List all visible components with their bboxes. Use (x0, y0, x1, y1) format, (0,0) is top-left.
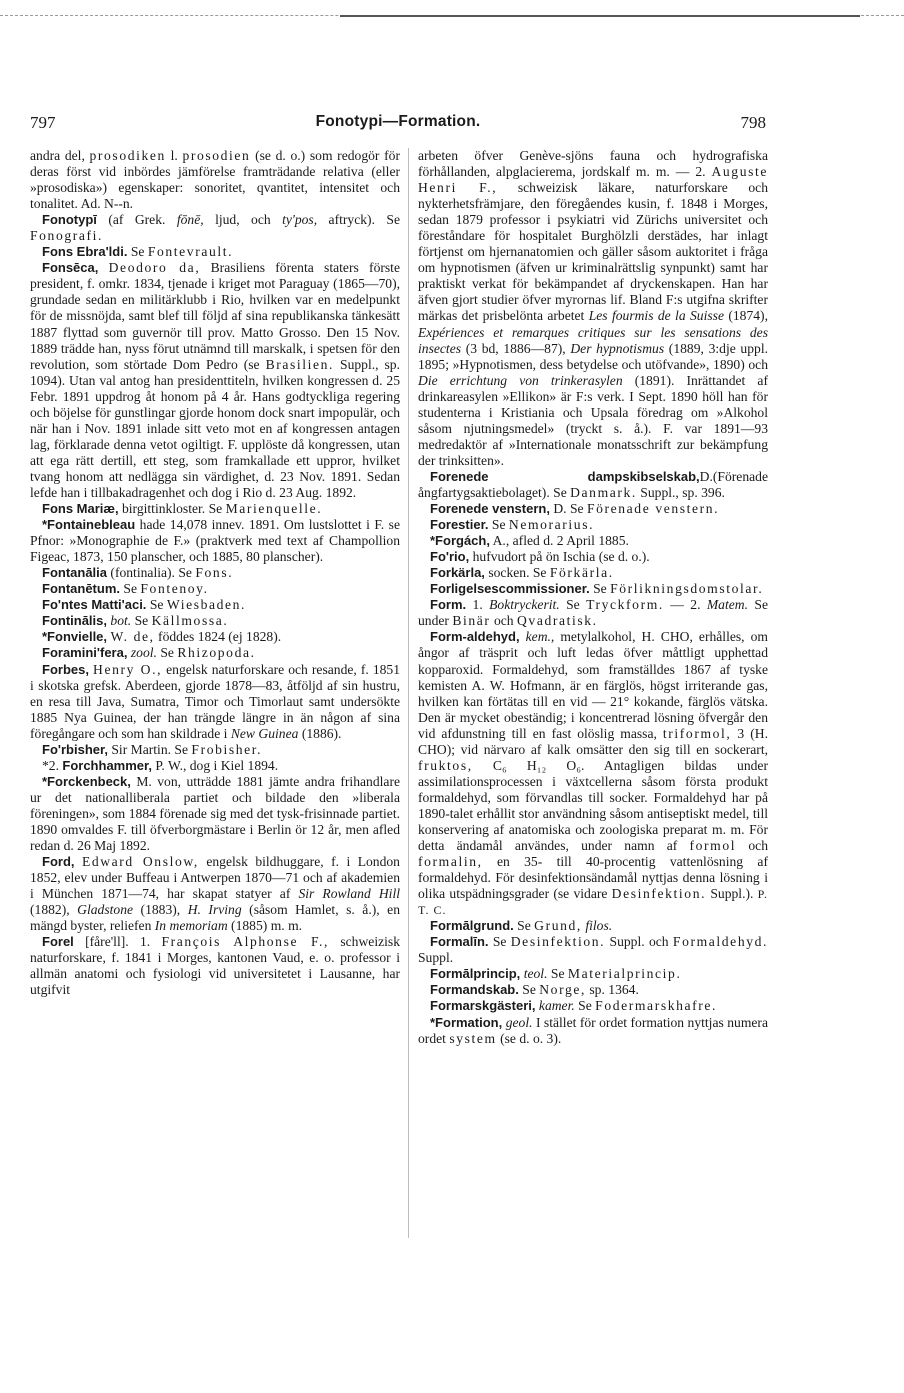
entry-text: [fåre'll]. 1. (73, 934, 162, 950)
entry-text: ljud, och (203, 212, 283, 228)
spaced-reference: Förlikningsdomstolar. (610, 581, 764, 597)
dictionary-entry (30, 613, 400, 629)
entry-text: Se (488, 517, 509, 533)
author-signature: P. T. C. (418, 887, 768, 918)
italic-term: Matem. (706, 597, 749, 613)
italic-term: Sir Rowland Hill (298, 886, 400, 902)
spaced-reference: formalin, (418, 854, 483, 870)
dictionary-entry (418, 501, 768, 517)
entry-text: Se (127, 244, 148, 260)
entry-text: Suppl.). (706, 886, 758, 902)
entry-text: socken. Se (484, 565, 550, 581)
top-border-mark (340, 15, 860, 17)
entry-headword: Formālprincip, (430, 966, 521, 982)
entry-text: Se (518, 982, 540, 998)
entry-text (98, 260, 108, 275)
dictionary-entry (30, 854, 400, 934)
entry-text: (1882), (30, 902, 78, 918)
entry-text: Suppl., sp. 396. (636, 484, 725, 500)
entry-headword: *Fontainebleau (42, 517, 136, 533)
dictionary-entry (30, 742, 400, 758)
entry-text: andra del, (30, 148, 90, 163)
entry-text: (af Grek. (96, 212, 177, 228)
entry-text: schweizisk naturforskare, f. 1841 i Morges, kantonen Vaud, e. o. professor i allmän anatomi och fysiologi vid universitetet i Lausanne, har utgifvit (30, 934, 400, 998)
dictionary-entry (30, 581, 400, 597)
italic-term: filos. (585, 918, 613, 934)
spaced-reference: triformol, (662, 725, 732, 741)
dictionary-entry (418, 549, 768, 565)
entry-text: en 35- till 40-procentig vattenlösning af formaldehyd. För desinfektionsändamål nyttjas denna lösning i olika utspädningsgrader (se vidare (418, 854, 768, 902)
spaced-reference: Brasilien. (265, 356, 335, 372)
dictionary-entry (30, 629, 400, 645)
spaced-reference: Wiesbaden. (166, 597, 247, 613)
dictionary-entry (418, 517, 768, 533)
entry-headword: *Formation, (430, 1014, 503, 1030)
spaced-reference: Desinfektion. (510, 934, 606, 950)
entry-text: Se under (418, 597, 769, 629)
entry-text: I stället för ordet formation nyttjas numera ordet (418, 1014, 768, 1046)
dictionary-entry (418, 533, 768, 549)
dictionary-entry (418, 1015, 768, 1047)
entry-headword: Fons Ebra'ldi. (42, 244, 128, 260)
entry-headword: Forel (42, 934, 74, 950)
entry-text: Se (131, 613, 152, 629)
entry-text: (se d. o.) som redogör för deras först vid inbördes jämförelse framträdande relativa (eller »prosodiska») egenskaper: sonoritet, qvantitet, intensitet och tonalitet. Ad. N--n. (30, 148, 400, 212)
entry-text: birgittinkloster. Se (118, 501, 226, 517)
entry-headword: Fo'rio, (430, 549, 470, 565)
spaced-reference: Frobisher. (191, 741, 263, 757)
spaced-reference: Materialprincip. (567, 966, 682, 982)
entry-headword: *Forckenbeck, (42, 773, 131, 789)
italic-term: ty'pos, (282, 212, 318, 228)
column-divider (408, 148, 409, 1238)
entry-headword: Forestier. (430, 517, 489, 533)
dictionary-entry (30, 517, 400, 565)
italic-term: kem., (525, 629, 555, 645)
spaced-reference: formol (689, 838, 737, 854)
entry-text: (1874), (723, 308, 768, 324)
entry-text: Se (120, 581, 141, 597)
entry-text: l. (165, 148, 183, 163)
dictionary-entry (30, 260, 400, 501)
spaced-reference: Tryckform. (586, 597, 664, 613)
italic-term: teol. (523, 966, 548, 982)
spaced-reference: Desinfektion. (611, 886, 707, 902)
entry-text: P. W., dog i Kiel 1894. (151, 757, 279, 773)
dictionary-entry (418, 918, 768, 934)
spaced-reference: Förkärla. (549, 565, 614, 581)
dictionary-entry (30, 774, 400, 854)
dictionary-entry (30, 758, 400, 774)
spaced-reference: Formaldehyd. (672, 934, 769, 950)
entry-headword: Formandskab. (430, 982, 519, 998)
entry-headword: Fo'rbisher, (42, 741, 108, 757)
entry-text: (fontinalia). Se (107, 565, 196, 581)
entry-text: M. von, utträdde 1881 jämte andra frihandlare ur det nationalliberala partiet och bildade den »liberala föreningen», som 1884 förenade sig med det tysk-frisinnade partiet. 1890 omvaldes F. till öfverborgmästare i Berlin ör 12 år, men afled redan d. 26 Maj 1892. (30, 773, 400, 854)
spaced-reference: prosodiken (89, 148, 166, 163)
entry-text: (1883), (133, 902, 188, 918)
dictionary-entry (30, 934, 400, 998)
entry-text: — 2. (663, 597, 707, 613)
italic-term: H. Irving (187, 902, 242, 918)
entry-headword: Forenede dampskibselskab, (430, 468, 700, 484)
entry-text: Se (488, 934, 511, 950)
spaced-reference: prosodien (182, 148, 251, 163)
entry-text: (se d. o. 3). (496, 1030, 562, 1046)
entry-text: engelsk bildhuggare, f. i London 1852, elev under Buffeau i Antwerpen 1870—71 och af akademien i München 1871—74, har skapat statyer af (30, 854, 400, 902)
entry-text: och (490, 613, 517, 629)
entry-headword: Forkärla, (430, 565, 485, 581)
entry-text: schweizisk läkare, naturforskare och nykterhetsfrämjare, den föregåendes kusin, f. 1848 i Morges, sedan 1879 professor i psykiatri vid Zürichs universitet och föreståndare för hospitalet Burghölzli derstädes, har inlagt förtjenst om hjernanatomien och gäller såsom auktoritet i fråga om hypnotismen (äfven ur kriminalrättslig synpunkt) samt har praktiskt verkat för bekämpandet af dryckenskapen. Han har äfven gjort studier öfver myrornas lif. Bland F:s utgifna skrifter märkas det prisbelönta arbetet (418, 180, 768, 324)
running-title: Fonotypi—Formation. (315, 113, 481, 130)
entry-headword: Fontanālia (42, 565, 108, 581)
entry-text: föddes 1824 (ej 1828). (154, 629, 282, 645)
entry-text: D. Se (549, 501, 587, 517)
entry-headword: Ford, (42, 854, 75, 870)
spaced-reference: Deodoro da, (108, 260, 201, 276)
entry-headword: Fonotypī (42, 212, 97, 228)
entry-headword: Formalīn. (430, 934, 489, 950)
entry-headword: Formarskgästeri, (430, 998, 536, 1014)
spaced-reference: fruktos, (418, 757, 473, 773)
entry-text: *2. (42, 757, 63, 773)
entry-headword: Forchhammer, (62, 757, 152, 773)
dictionary-entry (30, 565, 400, 581)
spaced-reference: Rhizopoda. (177, 645, 256, 661)
dictionary-entry (30, 244, 400, 260)
dictionary-entry (418, 629, 768, 918)
entry-text: Se (146, 597, 167, 613)
spaced-reference: Marienquelle. (225, 501, 323, 517)
dictionary-entry (418, 581, 768, 597)
dictionary-entry (418, 597, 768, 629)
italic-term: Expériences et remarques critiques sur les sensations des insectes (418, 324, 768, 356)
spaced-reference: Förenade venstern. (586, 501, 720, 517)
entry-text: Suppl. och (605, 934, 673, 950)
entry-text: arbeten öfver Genève-sjöns fauna och hydrografiska förhållanden, alpglacierema, jordskalf m. m. — 2. (418, 148, 768, 180)
page-header (30, 113, 766, 135)
entry-text: 1. (466, 597, 490, 613)
spaced-reference: Auguste Henri F., (418, 164, 768, 196)
page-number-left: 797 (30, 113, 56, 132)
dictionary-entry (30, 662, 400, 742)
spaced-reference: Nemorarius. (508, 517, 595, 533)
spaced-reference: Fons. (195, 565, 234, 581)
spaced-reference: Fonografi. (30, 228, 104, 244)
entry-text: (1889, 3:dje uppl. 1895; »Hypnotismen, dess betydelse och utöfvande», 1890) och (418, 340, 768, 372)
left-column (30, 148, 400, 998)
entry-text: (1891). Inrättandet af drinkareasylen »Ellikon» är F:s verk. I Sept. 1890 höll han för studenterna i Kristiania och Upsala föredrag om »Alkohol såsom njutningsmedel» (tryckt s. å.). F. var 1891—93 medredaktör af »Internationale monatsschrift zur bekämpfung der trinksitten». (418, 372, 768, 468)
dictionary-entry (30, 645, 400, 661)
entry-headword: Forbes, (42, 661, 89, 677)
entry-text: Se (559, 597, 587, 613)
entry-headword: Foramini'fera, (42, 645, 128, 661)
dictionary-entry (418, 998, 768, 1014)
entry-text (75, 854, 82, 869)
entry-headword: Fonsēca, (42, 260, 99, 276)
italic-term: zool. (130, 645, 157, 661)
entry-headword: *Fonvielle, (42, 629, 108, 645)
spaced-reference: François Alphonse F., (161, 934, 330, 950)
italic-term: New Guinea (230, 725, 299, 741)
entry-text: Se (589, 581, 611, 597)
dictionary-entry (30, 501, 400, 517)
entry-text: Se (513, 918, 535, 934)
entry-headword: Fontinālis, (42, 613, 107, 629)
dictionary-entry (30, 597, 400, 613)
italic-term: bot. (110, 613, 132, 629)
entry-text: Se (574, 998, 596, 1014)
dictionary-entry (30, 148, 400, 212)
italic-term: Gladstone (77, 902, 134, 918)
entry-headword: Forenede venstern, (430, 501, 550, 517)
entry-text: metylalkohol, H. CHO, erhålles, om ångor af träsprit och luft ledas öfver måttligt upphettad kopparoxid. Formaldehyd, som framställdes 1867 af tyske kemisten A. W. Hofmann, är en färglös, högst irriterande gas, hvilken kan förtätas till en vid — 21° kokande, färglös vätska. Den är mycket obeständig; i koncentrerad lösning öfvergår den vid afdunstning till en fast olöslig massa, (418, 629, 768, 741)
entry-headword: Fo'ntes Matti'aci. (42, 597, 147, 613)
italic-term: fōnē, (176, 212, 204, 228)
page-number-right: 798 (740, 113, 766, 132)
dictionary-entry (418, 148, 768, 469)
entry-text: engelsk naturforskare och resande, f. 1851 i skotska grefsk. Aberdeen, gjorde 1878—83, åtföljd af sin hustru, en resa till Java, Sumatra, Timor och Timorlaut samt undersökte 1885 Nya Guinea, der han trängde längre in än någon af sina föregångare och som han skildrade i (30, 661, 401, 741)
spaced-reference: Qvadratisk. (517, 613, 598, 629)
entry-text: Se (547, 966, 568, 982)
spaced-reference: W. de, (110, 629, 155, 645)
entry-text: och (736, 838, 768, 854)
entry-text: Sir Martin. Se (107, 741, 192, 757)
entry-text: A., afled d. 2 April 1885. (489, 533, 629, 549)
spaced-reference: Henry O., (93, 661, 163, 677)
spaced-reference: Edward Onslow, (81, 854, 199, 870)
entry-text: (3 bd, 1886—87), (461, 340, 571, 356)
italic-term: Boktryckerit. (489, 597, 560, 613)
dictionary-entry (418, 966, 768, 982)
entry-headword: Formālgrund. (430, 918, 514, 934)
spaced-reference: Binär (452, 613, 491, 629)
entry-headword: Forligelsescommissioner. (430, 581, 590, 597)
italic-term: Der hypnotismus (570, 340, 665, 356)
entry-text: Brasiliens förenta staters förste president, f. omkr. 1834, tjenade i kriget mot Paraguay (1865—70), grundade sedan en militärklubb i Rio, hvilken var en medelpunkt för de missnöjda, samt blef till följd af sina republikanska tänkesätt 1887 flyttad som guvernör till prov. Matto Grosso. Den 15 Nov. 1889 trädde han, nyss förut utnämnd till marskalk, i spetsen för den revolution, som störtade Dom Pedro (se (30, 260, 400, 372)
entry-text: aftryck). Se (317, 212, 400, 228)
entry-headword: Fontanētum. (42, 581, 120, 597)
spaced-reference: Fodermarskhafre. (595, 998, 718, 1014)
entry-text: hufvudort på ön Ischia (se d. o.). (469, 549, 650, 565)
entry-text: (såsom Hamlet, s. å.), en mängd byster, reliefen (30, 902, 400, 934)
spaced-reference: system (449, 1030, 497, 1046)
italic-term: In memoriam (154, 918, 228, 934)
dictionary-entry (30, 212, 400, 244)
italic-term: Die errichtung von trinkerasylen (418, 372, 623, 388)
italic-term: kamer. (538, 998, 575, 1014)
italic-term: Les fourmis de la Suisse (588, 308, 724, 324)
entry-text: hade 14,078 innev. 1891. Om lustslottet i F. se Pfnor: »Monographie de F.» (praktverk med text af Champollion Figeac, 1873, 150 planscher, och 1885, 80 planscher). (30, 517, 400, 565)
entry-text: (1886). (298, 725, 342, 741)
italic-term: geol. (505, 1014, 533, 1030)
entry-headword: Form. (430, 597, 467, 613)
entry-text: D.(Förenade ångfartygsaktiebolaget). Se (418, 468, 768, 500)
spaced-reference: Fontevrault. (147, 244, 234, 260)
entry-text: Suppl. (418, 950, 454, 966)
spaced-reference: Grund, (534, 918, 582, 934)
dictionary-entry (418, 565, 768, 581)
entry-text: sp. 1364. (585, 982, 639, 998)
spaced-reference: Norge, (539, 982, 586, 998)
entry-text: Suppl., sp. 1094). Utan val antog han presidenttiteln, hvilken kongressen d. 25 Febr. 1891 uppdrog åt honom på 4 år. Hans godtyckliga regering och böjelse för gunstlingar gjorde honom dock snart impopulär, och när han i Nov. 1891 inlade sitt veto mot en af kongressen antagen lag, förklarade denna vetot ogiltigt. F. upplöste då kongressen, utan att ega rätt dertill, ett steg, som framkallade ett uppror, hvilket tvang honom att nedlägga sin värdighet, d. 23 Nov. 1891. Sedan lefde han i tillbakadragenhet och dog i Rio d. 23 Aug. 1892. (30, 356, 401, 500)
entry-text: C₆ H₁₂ O₆. Antagligen bildas under assimilationsprocessen i växtcellerna såsom första produkt formaldehyd, som förvandlas till socker. Formaldehyd har på 1890-talet erhållit stor användning såsom antiseptiskt medel, till konservering af anatomiska och zoologiska preparat m. m. För detta ändamål användes, under namn af (418, 757, 768, 854)
right-column (418, 148, 768, 1047)
dictionary-entry (418, 934, 768, 966)
entry-headword: *Forgách, (430, 533, 490, 549)
dictionary-entry (418, 469, 768, 501)
spaced-reference: Fontenoy. (140, 581, 209, 597)
entry-text: 3 (H. CHO); vid närvaro af kalk omsätter den sig till en sockerart, (418, 725, 768, 757)
entry-headword: Form-aldehyd, (430, 629, 520, 645)
spaced-reference: Källmossa. (151, 613, 229, 629)
spaced-reference: Danmark. (570, 484, 637, 500)
entry-text: (1885) m. m. (227, 918, 303, 934)
entry-text: Se (156, 645, 178, 661)
entry-headword: Fons Mariæ, (42, 501, 119, 517)
dictionary-entry (418, 982, 768, 998)
